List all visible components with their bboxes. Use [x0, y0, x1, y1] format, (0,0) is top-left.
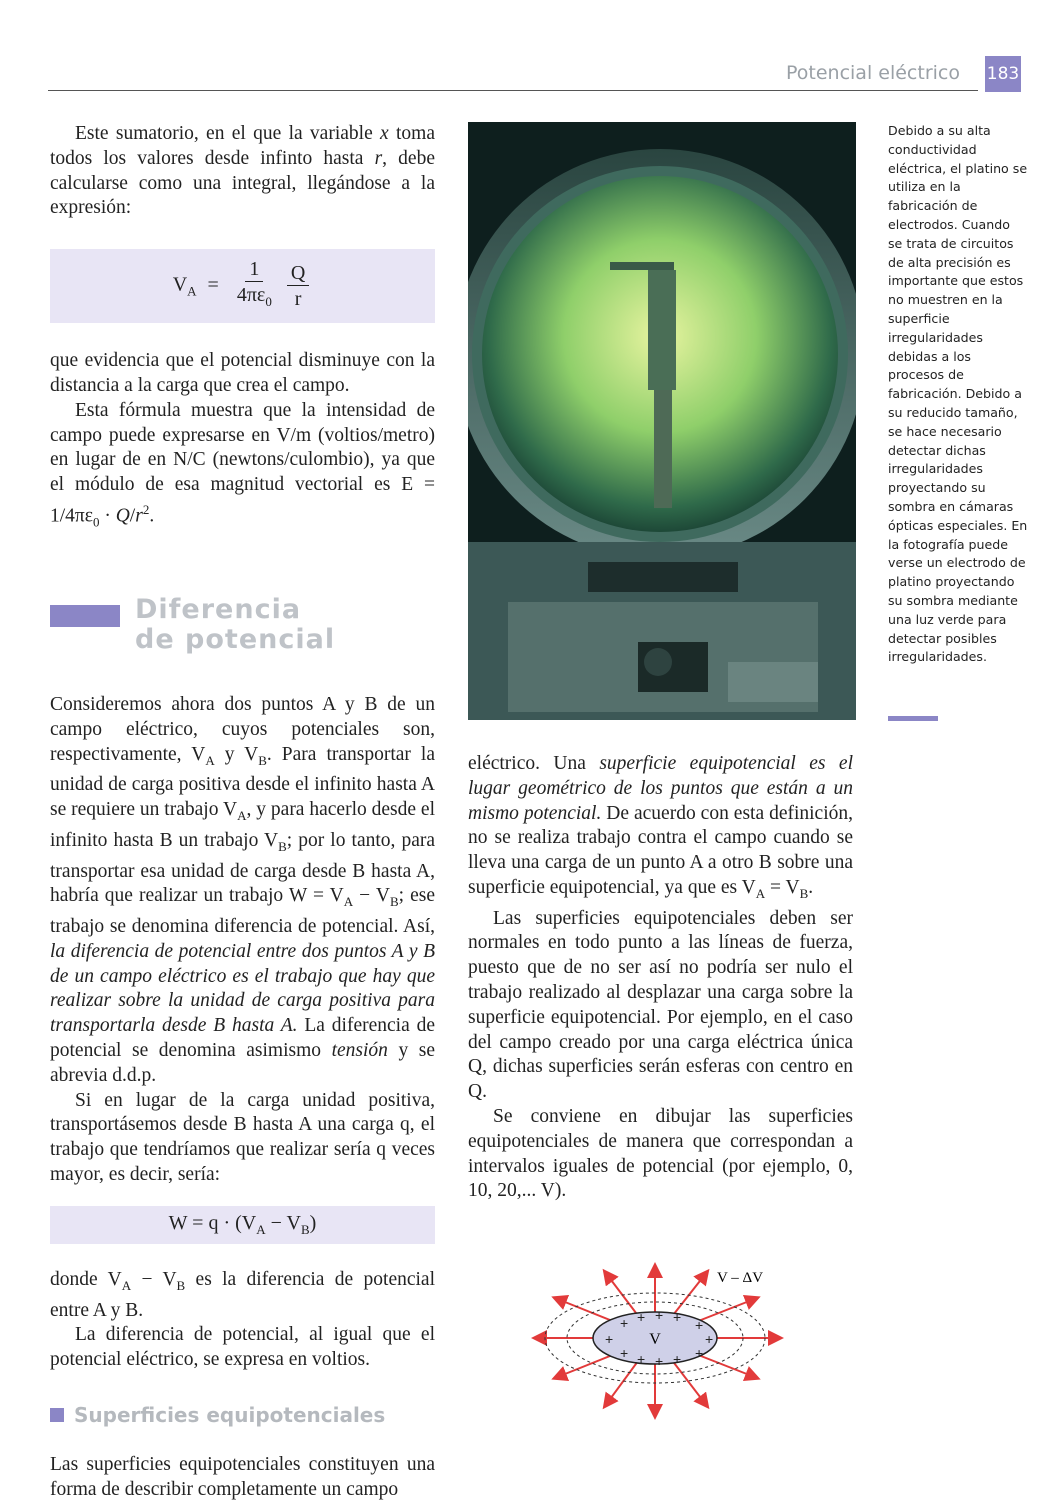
plus-sign: +	[695, 1317, 704, 1333]
equipotential-diagram	[525, 1258, 825, 1423]
section-title: Diferencia de potencial	[135, 594, 336, 656]
paragraph: donde $V_A - V_B$ es la diferencia de potencial entre A y B.	[50, 1268, 436, 1321]
plus-sign: +	[655, 1353, 664, 1369]
plus-sign: +	[605, 1331, 614, 1347]
fraction-numerator: 1	[245, 257, 263, 282]
paragraph: Las superficies equipotenciales deben ser normales en todo punto a las líneas de fuerza, puesto que de no ser así no podría ser nulo el trabajo realizado al desplazar una carga sobre la superficie equipotencial. Por ejemplo, en el caso del campo creado por una carga eléctrica única Q, dichas superficies serán esferas con centro en Q.	[468, 907, 853, 1103]
section-heading	[50, 595, 435, 655]
paragraph: La diferencia de potencial, al igual que el potencial eléctrico, se expresa en voltios.	[50, 1324, 435, 1371]
fraction-charge	[287, 261, 309, 312]
formula-potential	[50, 249, 435, 323]
plus-sign: +	[695, 1345, 704, 1361]
left-column	[50, 122, 435, 1503]
formula-lhs-sub: A	[187, 283, 197, 299]
fraction-denominator: $4\pi\varepsilon_0$	[236, 284, 272, 310]
caption-marker	[888, 716, 938, 721]
paragraph: Las superficies equipotenciales constituyen una forma de describir completamente un campo	[50, 1453, 435, 1500]
page-number: 183	[985, 56, 1021, 92]
paragraph: Si en lugar de la carga unidad positiva, transportásemos desde B hasta A una carga q, el trabajo que tendríamos que realizar sería q veces mayor, es decir, sería:	[50, 1089, 435, 1186]
subsection-marker	[50, 1408, 64, 1422]
paragraph: eléctrico. Una superficie equipotencial es el lugar geométrico de los puntos que están a un mismo potencial. De acuerdo con esta definición, no se realiza trabajo contra el campo cuando se lleva una carga de un punto A a otro B sobre una superficie equipotencial, ya que es $V_A = V_B$.	[468, 753, 853, 901]
photo-illustration	[468, 122, 856, 720]
formula-equals: =	[207, 273, 219, 296]
formula-lhs: V	[172, 273, 188, 296]
paragraph: que evidencia que el potencial disminuye con la distancia a la carga que crea el campo.	[50, 350, 435, 396]
section-marker	[50, 605, 120, 627]
plus-sign: +	[637, 1351, 646, 1367]
photo-caption: Debido a su alta conductividad eléctrica, el platino se utiliza en la fabricación de electrodos. Cuando se trata de circuitos de alta precisión es importante que estos no muestren en la superficie irregularidades debidas a los procesos de fabricación. Debido a su reducido tamaño, se hace necesario detectar dichas irregularidades proyectando su sombra en cámaras ópticas especiales. En la fotografía puede verse un electrodo de platino proyectando su sombra mediante una luz verde para detectar posibles irregularidades.	[888, 123, 1028, 665]
formula-work: $W = q \cdot (V_A - V_B)$	[50, 1206, 435, 1244]
center-potential-label: V	[649, 1331, 661, 1348]
subsection-title: Superficies equipotenciales	[74, 1402, 386, 1427]
outer-potential-label: V – ΔV	[717, 1270, 764, 1286]
header-rule	[48, 90, 978, 91]
plus-sign: +	[705, 1331, 714, 1347]
middle-column	[468, 752, 853, 1204]
fraction-constant	[233, 257, 276, 315]
plus-sign: +	[673, 1309, 682, 1325]
plus-sign: +	[620, 1345, 629, 1361]
plus-sign: +	[655, 1307, 664, 1323]
paragraph: Se conviene en dibujar las superficies equipotenciales de manera que correspondan a intervalos iguales de potencial (por ejemplo, 0, 10, 20,... V).	[468, 1106, 853, 1202]
photo-platinum-electrode	[468, 122, 856, 720]
running-head: Potencial eléctrico	[786, 62, 960, 84]
subsection-heading	[50, 1403, 435, 1427]
plus-sign: +	[637, 1309, 646, 1325]
paragraph: Esta fórmula muestra que la intensidad de campo puede expresarse en V/m (voltios/metro) en lugar de en N/C (newtons/culombio), ya que el módulo de esa magnitud vectorial es $E = 1/4\pi\varepsilon_0 \cdot Q/r^2$.	[50, 399, 435, 530]
paragraph: Consideremos ahora dos puntos A y B de un campo eléctrico, cuyos potenciales son, respectivamente, $V_A$ y $V_B$. Para transportar la unidad de carga positiva desde el infinito hasta A se requiere un trabajo $V_A$, y para hacerlo desde el infinito hasta B un trabajo $V_B$; por lo tanto, para transportar esa unidad de carga desde B hasta A, habría que realizar un trabajo $W = V_A - V_B$; ese trabajo se denomina diferencia de potencial. Así, la diferencia de potencial entre dos puntos A y B de un campo eléctrico es el trabajo que hay que realizar sobre la unidad de carga positiva para transportarla desde B hasta A. La diferencia de potencial se denomina asimismo tensión y se abrevia d.d.p.	[50, 694, 436, 1086]
plus-sign: +	[673, 1351, 682, 1367]
fraction-denominator: r	[294, 287, 302, 310]
paragraph: Este sumatorio, en el que la variable x toma todos los valores desde infinto hasta r, debe calcularse como una integral, llegándose a la expresión:	[50, 123, 435, 219]
fraction-numerator: Q	[287, 261, 309, 286]
plus-sign: +	[620, 1315, 629, 1331]
